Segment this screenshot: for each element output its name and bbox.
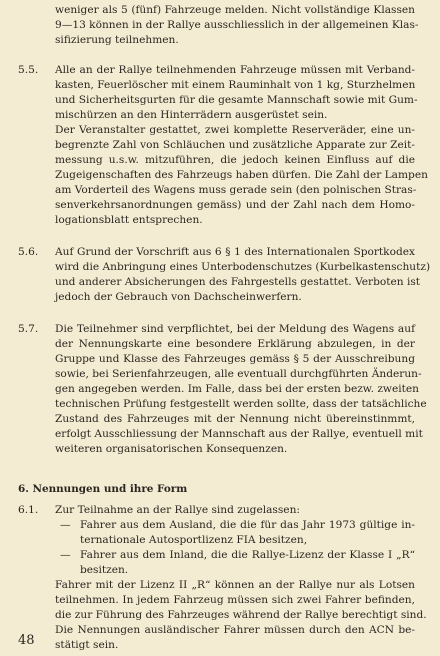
section-number: 5.5. bbox=[18, 64, 39, 76]
text-line: weiteren organisatorischen Konsequenzen. bbox=[55, 443, 288, 455]
text-line: am Vorderteil des Wagens muss gerade sein (den polnischen Stras- bbox=[55, 184, 417, 196]
text-line: gen angegeben werden. Im Falle, dass bei der ersten bezw. zweiten bbox=[55, 383, 420, 395]
text-line: Fahrer mit der Lizenz II „R“ können an der Rallye nur als Lotsen bbox=[55, 579, 415, 591]
text-line: Zugeigenschaften des Fahrzeugs haben dürfen. Die Zahl der Lampen bbox=[55, 169, 428, 181]
text-line: Die Nennungen ausländischer Fahrer müssen durch den ACN be- bbox=[55, 624, 415, 636]
section-heading: 6. Nennungen und ihre Form bbox=[18, 483, 188, 495]
text-line: wird die Anbringung eines Unterbodenschutzes (Kurbelkastenschutz) bbox=[55, 261, 431, 273]
section-number: 6.1. bbox=[18, 504, 39, 516]
text-line: kasten, Feuerlöscher mit einem Rauminhalt von 1 kg, Sturzhelmen bbox=[55, 79, 416, 91]
text-line: und Sicherheitsgurten für die gesamte Mannschaft sowie mit Gum- bbox=[55, 94, 418, 106]
list-dash: — bbox=[60, 549, 71, 561]
text-line: die zur Führung des Fahrzeuges während der Rallye berechtigt sind. bbox=[55, 609, 427, 621]
text-line: Der Veranstalter gestattet, zwei komplette Reserveräder, eine un- bbox=[55, 124, 415, 136]
text-line: erfolgt Ausschliessung der Mannschaft aus der Rallye, eventuell mit bbox=[55, 428, 423, 440]
text-line: weniger als 5 (fünf) Fahrzeuge melden. Nicht vollständige Klassen bbox=[55, 4, 415, 16]
text-line: logationsblatt entsprechen. bbox=[55, 214, 203, 226]
list-item-line: Fahrer aus dem Ausland, die die für das Jahr 1973 gültige in- bbox=[80, 519, 415, 531]
list-item-line: Fahrer aus dem Inland, die die Rallye-Lizenz der Klasse I „R“ bbox=[80, 549, 415, 561]
text-line: der Nennungskarte eine besondere Erklärung abzulegen, in der bbox=[55, 338, 415, 350]
text-line: Zustand des Fahrzeuges mit der Nennung nicht übereinstinmmt, bbox=[55, 413, 415, 425]
text-line: sowie, bei Serienfahrzeugen, alle eventuall durchgführten Änderun- bbox=[55, 368, 422, 380]
page-number: 48 bbox=[18, 633, 35, 648]
text-line: messung u.s.w. mitzuführen, die jedoch keinen Einfluss auf die bbox=[55, 154, 415, 166]
section-number: 5.6. bbox=[18, 246, 39, 258]
list-item-line: besitzen. bbox=[80, 564, 129, 576]
text-line: senverkehrsanordnungen gemäss) und der Zahl nach dem Homo- bbox=[55, 199, 415, 211]
text-line: stätigt sein. bbox=[55, 639, 119, 651]
text-line: begrenzte Zahl von Schläuchen und zusätzliche Apparate zur Zeit- bbox=[55, 139, 415, 151]
text-line: Die Teilnehmer sind verpflichtet, bei der Meldung des Wagens auf bbox=[55, 323, 415, 335]
text-line: jedoch der Gebrauch von Dachscheinwerfern. bbox=[55, 291, 302, 303]
text-line: Zur Teilnahme an der Rallye sind zugelassen: bbox=[55, 504, 300, 516]
text-line: mischürzen an den Hinterrädern ausgerüstet sein. bbox=[55, 109, 328, 121]
text-line: 9—13 können in der Rallye ausschliesslich in der allgemeinen Klas- bbox=[55, 19, 419, 31]
list-dash: — bbox=[60, 519, 71, 531]
text-line: teilnehmen. In jedem Fahrzeug müssen sich zwei Fahrer befinden, bbox=[55, 594, 415, 606]
list-item-line: ternationale Autosportlizenz FIA besitzen, bbox=[80, 534, 308, 546]
text-line: sifizierung teilnehmen. bbox=[55, 34, 179, 46]
section-number: 5.7. bbox=[18, 323, 39, 335]
text-line: Auf Grund der Vorschrift aus 6 § 1 des Internationalen Sportkodex bbox=[55, 246, 415, 258]
text-line: und anderer Absicherungen des Fahrgestells gestattet. Verboten ist bbox=[55, 276, 421, 288]
text-line: technischen Prüfung festgestellt werden sollte, dass der tatsächliche bbox=[55, 398, 427, 410]
text-line: Alle an der Rallye teilnehmenden Fahrzeuge müssen mit Verband- bbox=[55, 64, 415, 76]
text-line: Gruppe und Klasse des Fahrzeuges gemäss § 5 der Ausschreibung bbox=[55, 353, 415, 365]
